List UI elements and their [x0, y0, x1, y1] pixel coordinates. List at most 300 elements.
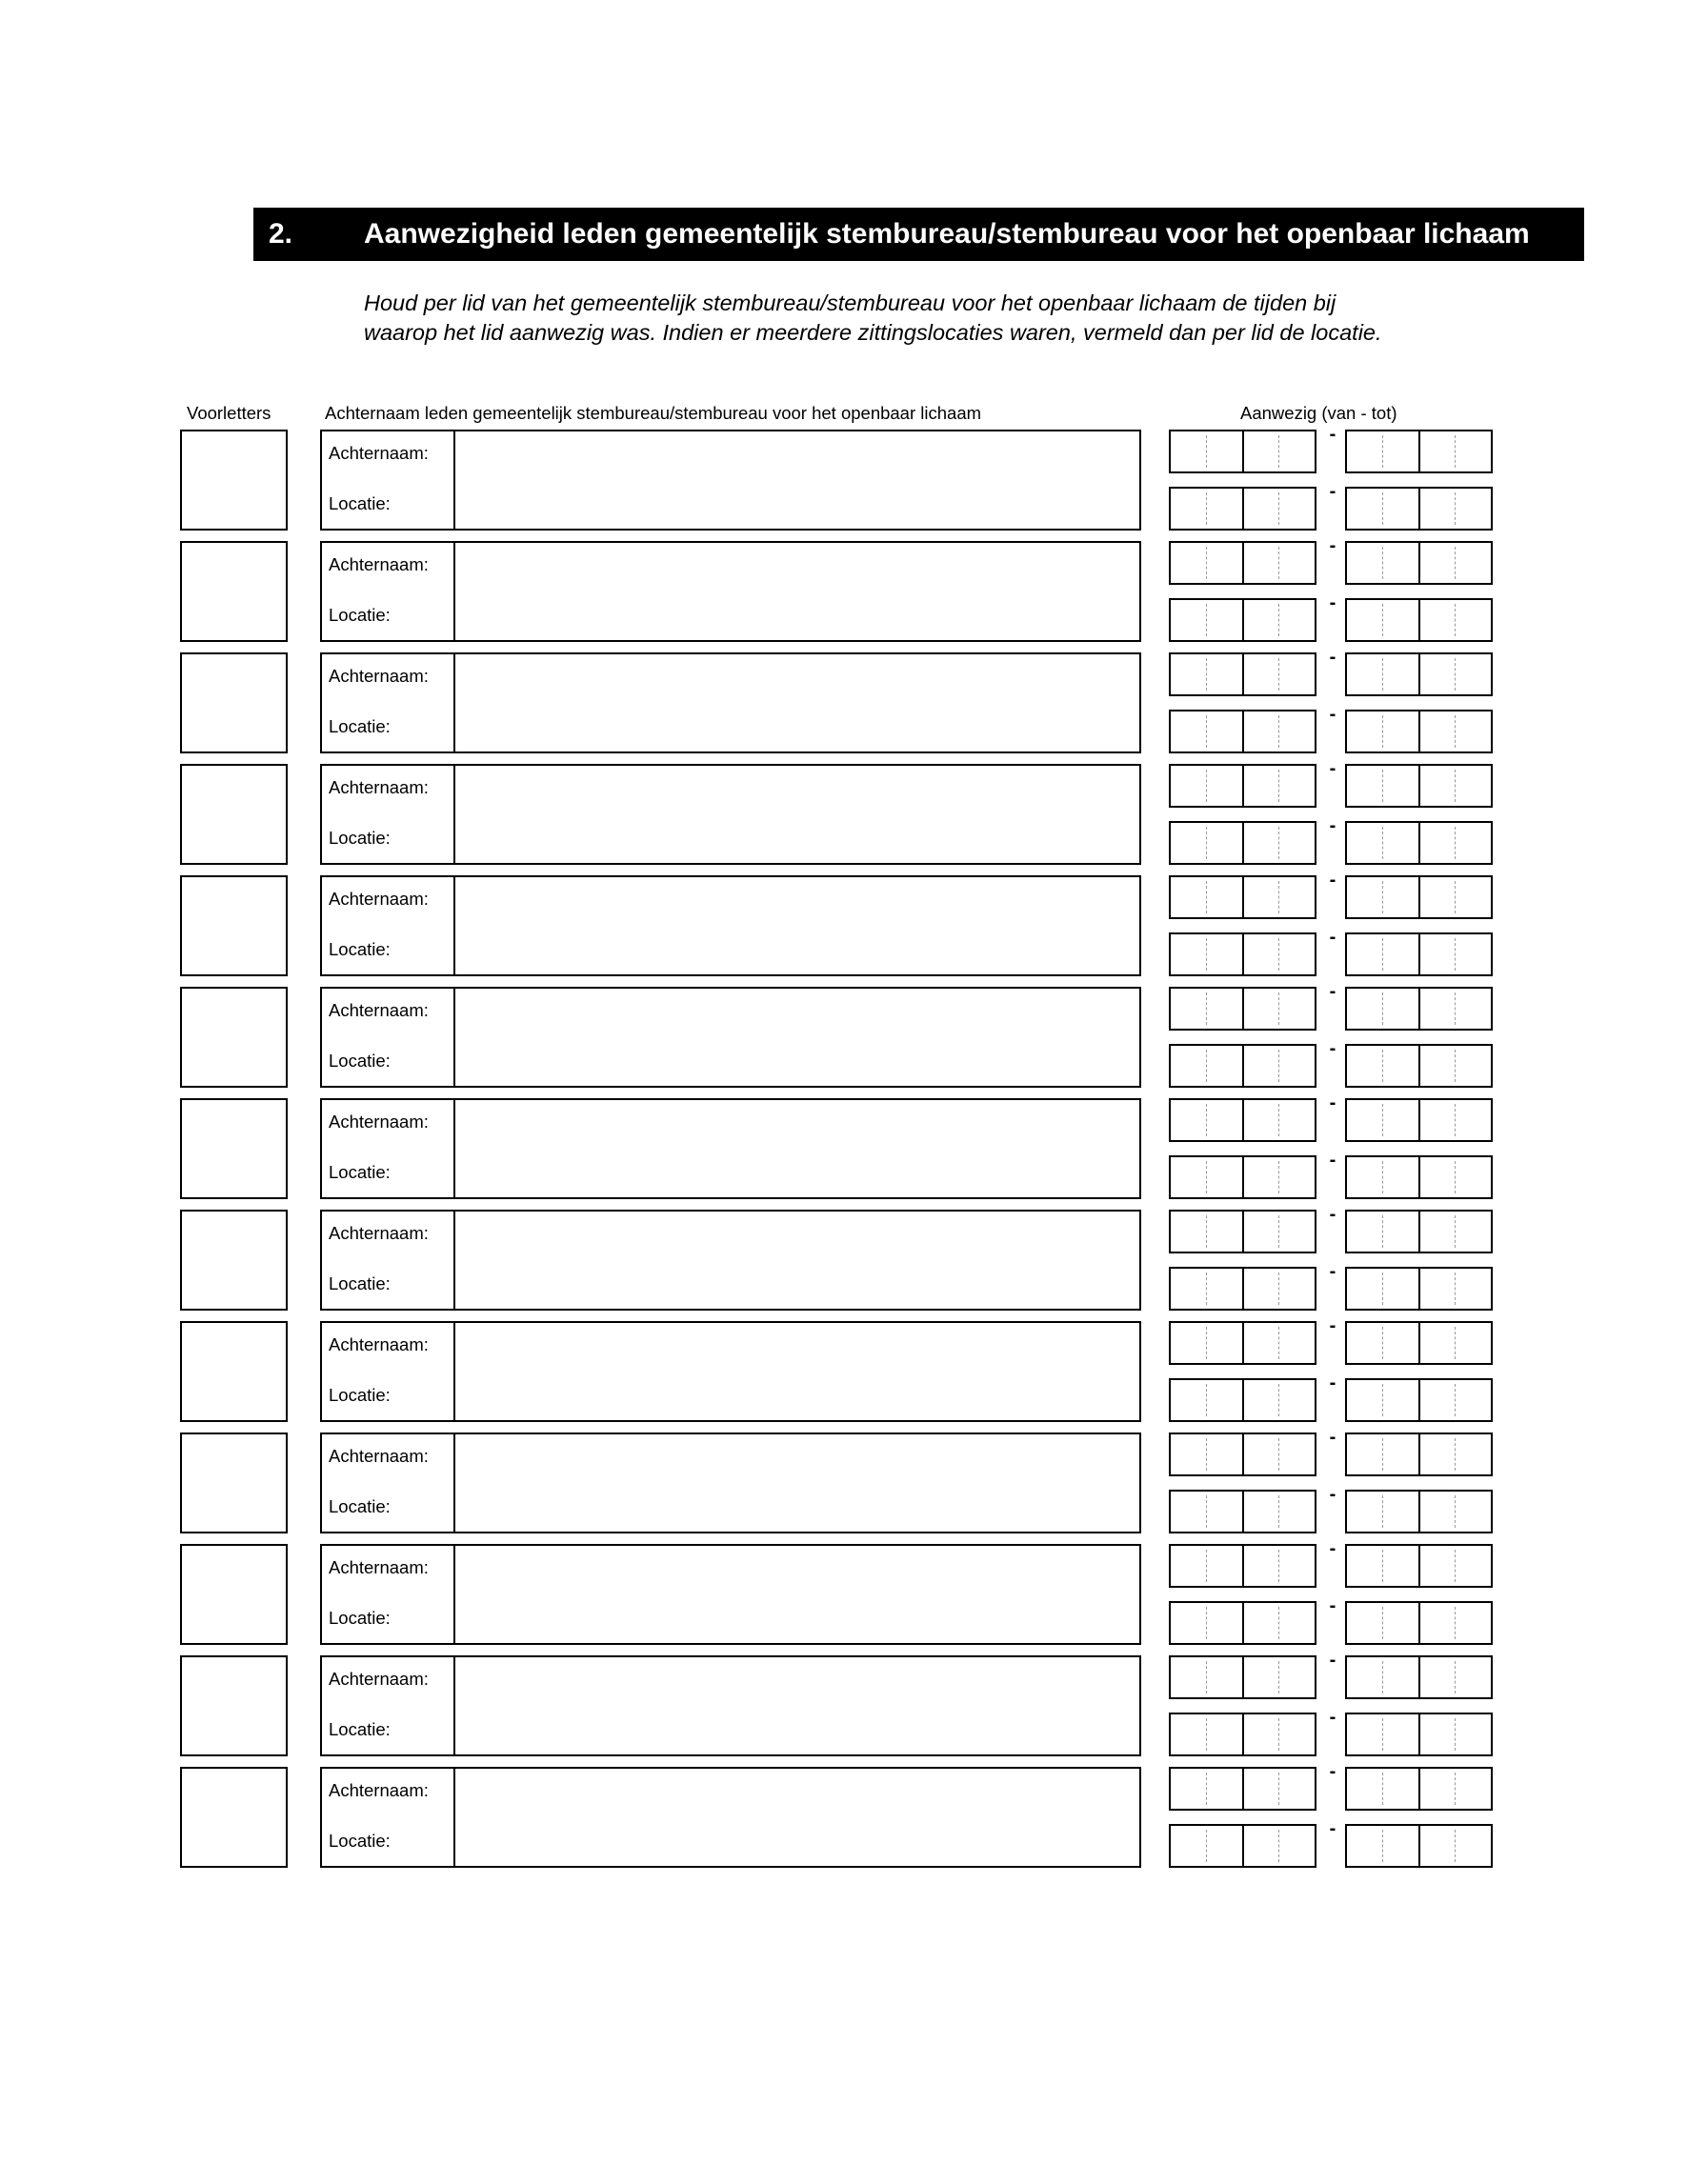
hour-minute-divider: [1242, 543, 1244, 583]
time-from-input[interactable]: [1169, 1490, 1316, 1533]
time-separator: -: [1329, 1373, 1336, 1393]
digit-guide: [1455, 1050, 1456, 1082]
hour-minute-divider: [1418, 1546, 1420, 1586]
digit-guide: [1455, 1830, 1456, 1862]
digit-guide: [1278, 715, 1279, 748]
time-from-input[interactable]: [1169, 1713, 1316, 1756]
time-to-input[interactable]: [1345, 710, 1493, 753]
time-to-input[interactable]: [1345, 1210, 1493, 1253]
digit-guide: [1278, 1661, 1279, 1693]
time-to-input[interactable]: [1345, 1601, 1493, 1645]
digit-guide: [1455, 604, 1456, 636]
hour-minute-divider: [1242, 1546, 1244, 1586]
time-from-input[interactable]: [1169, 764, 1316, 808]
digit-guide: [1206, 715, 1207, 748]
digit-guide: [1455, 1661, 1456, 1693]
time-separator: -: [1329, 815, 1336, 836]
initials-input[interactable]: [180, 1098, 288, 1199]
digit-guide: [1455, 1384, 1456, 1416]
hour-minute-divider: [1242, 1434, 1244, 1474]
location-label: Locatie:: [329, 1496, 391, 1516]
name-location-box: [320, 1321, 1141, 1422]
digit-guide: [1455, 1438, 1456, 1471]
time-separator: -: [1329, 535, 1336, 556]
digit-guide: [1382, 1215, 1383, 1248]
digit-guide: [1278, 1438, 1279, 1471]
time-from-input[interactable]: [1169, 1433, 1316, 1476]
digit-guide: [1382, 770, 1383, 802]
initials-input[interactable]: [180, 1655, 288, 1756]
time-to-input[interactable]: [1345, 1267, 1493, 1311]
hour-minute-divider: [1418, 1769, 1420, 1809]
surname-label: Achternaam:: [329, 1112, 429, 1132]
hour-minute-divider: [1418, 711, 1420, 751]
time-from-input[interactable]: [1169, 1824, 1316, 1868]
time-from-input[interactable]: [1169, 430, 1316, 473]
digit-guide: [1206, 1773, 1207, 1805]
hour-minute-divider: [1418, 1492, 1420, 1532]
time-from-input[interactable]: [1169, 987, 1316, 1031]
digit-guide: [1206, 1050, 1207, 1082]
location-label: Locatie:: [329, 1162, 391, 1182]
member-row: [0, 870, 1688, 979]
time-separator: -: [1329, 647, 1336, 668]
digit-guide: [1382, 547, 1383, 579]
time-from-input[interactable]: [1169, 598, 1316, 642]
time-from-input[interactable]: [1169, 1267, 1316, 1311]
location-label: Locatie:: [329, 939, 391, 959]
hour-minute-divider: [1242, 711, 1244, 751]
digit-guide: [1278, 492, 1279, 525]
time-to-input[interactable]: [1345, 764, 1493, 808]
time-separator: -: [1329, 1038, 1336, 1059]
digit-guide: [1206, 1384, 1207, 1416]
digit-guide: [1382, 658, 1383, 691]
time-range-1: [1169, 535, 1498, 585]
digit-guide: [1278, 604, 1279, 636]
time-from-input[interactable]: [1169, 1655, 1316, 1699]
location-label: Locatie:: [329, 716, 391, 736]
location-label: Locatie:: [329, 605, 391, 625]
time-to-input[interactable]: [1345, 598, 1493, 642]
time-separator: -: [1329, 981, 1336, 1002]
initials-input[interactable]: [180, 541, 288, 642]
digit-guide: [1455, 715, 1456, 748]
instructions-line-2: waarop het lid aanwezig was. Indien er meerdere zittingslocaties waren, vermeld dan per lid de locatie.: [364, 320, 1382, 345]
time-separator: -: [1329, 1092, 1336, 1113]
time-range-1: [1169, 424, 1498, 473]
time-to-input[interactable]: [1345, 1155, 1493, 1199]
hour-minute-divider: [1242, 1380, 1244, 1420]
field-divider: [453, 989, 455, 1086]
column-header-initials: Voorletters: [187, 403, 271, 423]
digit-guide: [1278, 1215, 1279, 1248]
hour-minute-divider: [1418, 1603, 1420, 1643]
surname-label: Achternaam:: [329, 889, 429, 909]
digit-guide: [1206, 881, 1207, 913]
field-divider: [453, 1212, 455, 1309]
time-range-2: [1169, 1150, 1498, 1199]
name-location-box: [320, 1098, 1141, 1199]
digit-guide: [1206, 1550, 1207, 1582]
time-to-input[interactable]: [1345, 1044, 1493, 1088]
location-label: Locatie:: [329, 1608, 391, 1628]
instructions: [364, 289, 1545, 348]
hour-minute-divider: [1418, 877, 1420, 917]
digit-guide: [1206, 1830, 1207, 1862]
digit-guide: [1206, 1607, 1207, 1639]
initials-input[interactable]: [180, 430, 288, 531]
digit-guide: [1382, 1384, 1383, 1416]
surname-label: Achternaam:: [329, 443, 429, 463]
time-range-1: [1169, 1315, 1498, 1365]
hour-minute-divider: [1242, 654, 1244, 694]
time-separator: -: [1329, 1261, 1336, 1282]
initials-input[interactable]: [180, 1767, 288, 1868]
digit-guide: [1206, 1661, 1207, 1693]
digit-guide: [1455, 827, 1456, 859]
initials-input[interactable]: [180, 652, 288, 753]
digit-guide: [1455, 1718, 1456, 1751]
field-divider: [453, 877, 455, 974]
time-from-input[interactable]: [1169, 1210, 1316, 1253]
digit-guide: [1382, 604, 1383, 636]
member-row: [0, 1650, 1688, 1759]
time-range-1: [1169, 1092, 1498, 1142]
hour-minute-divider: [1242, 1212, 1244, 1252]
digit-guide: [1278, 1830, 1279, 1862]
time-to-input[interactable]: [1345, 1490, 1493, 1533]
time-to-input[interactable]: [1345, 1321, 1493, 1365]
digit-guide: [1382, 1161, 1383, 1193]
time-separator: -: [1329, 870, 1336, 891]
location-label: Locatie:: [329, 1831, 391, 1851]
digit-guide: [1382, 1438, 1383, 1471]
time-to-input[interactable]: [1345, 821, 1493, 865]
digit-guide: [1382, 1272, 1383, 1305]
digit-guide: [1382, 1718, 1383, 1751]
hour-minute-divider: [1242, 1714, 1244, 1754]
digit-guide: [1206, 1161, 1207, 1193]
digit-guide: [1382, 1495, 1383, 1528]
digit-guide: [1206, 1495, 1207, 1528]
digit-guide: [1206, 992, 1207, 1025]
digit-guide: [1455, 770, 1456, 802]
time-to-input[interactable]: [1345, 541, 1493, 585]
digit-guide: [1278, 770, 1279, 802]
name-location-box: [320, 1655, 1141, 1756]
digit-guide: [1382, 881, 1383, 913]
time-range-2: [1169, 1038, 1498, 1088]
time-from-input[interactable]: [1169, 1321, 1316, 1365]
name-location-box: [320, 1544, 1141, 1645]
digit-guide: [1206, 1718, 1207, 1751]
hour-minute-divider: [1418, 543, 1420, 583]
time-to-input[interactable]: [1345, 652, 1493, 696]
time-separator: -: [1329, 758, 1336, 779]
hour-minute-divider: [1418, 654, 1420, 694]
digit-guide: [1206, 547, 1207, 579]
member-row: [0, 535, 1688, 645]
hour-minute-divider: [1242, 1603, 1244, 1643]
time-to-input[interactable]: [1345, 1433, 1493, 1476]
hour-minute-divider: [1418, 1657, 1420, 1697]
time-range-2: [1169, 481, 1498, 531]
digit-guide: [1382, 1830, 1383, 1862]
time-separator: -: [1329, 424, 1336, 445]
digit-guide: [1278, 1384, 1279, 1416]
hour-minute-divider: [1242, 1269, 1244, 1309]
time-separator: -: [1329, 1484, 1336, 1505]
digit-guide: [1206, 827, 1207, 859]
member-row: [0, 981, 1688, 1091]
section-title: Aanwezigheid leden gemeentelijk stembureau/stembureau voor het openbaar lichaam: [364, 218, 1530, 250]
hour-minute-divider: [1418, 989, 1420, 1029]
digit-guide: [1278, 547, 1279, 579]
time-range-2: [1169, 1373, 1498, 1422]
hour-minute-divider: [1418, 1157, 1420, 1197]
digit-guide: [1278, 658, 1279, 691]
hour-minute-divider: [1242, 1157, 1244, 1197]
time-to-input[interactable]: [1345, 430, 1493, 473]
digit-guide: [1455, 992, 1456, 1025]
time-to-input[interactable]: [1345, 1824, 1493, 1868]
digit-guide: [1455, 1272, 1456, 1305]
digit-guide: [1278, 881, 1279, 913]
time-range-2: [1169, 1707, 1498, 1756]
member-row: [0, 1204, 1688, 1313]
member-row: [0, 424, 1688, 533]
digit-guide: [1455, 1550, 1456, 1582]
digit-guide: [1206, 1438, 1207, 1471]
digit-guide: [1206, 770, 1207, 802]
digit-guide: [1382, 1607, 1383, 1639]
digit-guide: [1455, 1104, 1456, 1136]
time-separator: -: [1329, 1315, 1336, 1336]
surname-label: Achternaam:: [329, 1446, 429, 1466]
digit-guide: [1455, 492, 1456, 525]
name-location-box: [320, 430, 1141, 531]
digit-guide: [1206, 938, 1207, 971]
time-range-2: [1169, 1484, 1498, 1533]
initials-input[interactable]: [180, 987, 288, 1088]
digit-guide: [1206, 1327, 1207, 1359]
digit-guide: [1382, 827, 1383, 859]
time-range-2: [1169, 815, 1498, 865]
field-divider: [453, 1434, 455, 1532]
time-from-input[interactable]: [1169, 541, 1316, 585]
name-location-box: [320, 541, 1141, 642]
time-separator: -: [1329, 1761, 1336, 1782]
digit-guide: [1382, 1050, 1383, 1082]
time-range-2: [1169, 1818, 1498, 1868]
surname-label: Achternaam:: [329, 554, 429, 574]
digit-guide: [1278, 1607, 1279, 1639]
hour-minute-divider: [1242, 1826, 1244, 1866]
time-separator: -: [1329, 1707, 1336, 1728]
initials-input[interactable]: [180, 1321, 288, 1422]
initials-input[interactable]: [180, 1433, 288, 1533]
hour-minute-divider: [1242, 934, 1244, 974]
digit-guide: [1455, 1327, 1456, 1359]
digit-guide: [1206, 1104, 1207, 1136]
time-range-1: [1169, 1538, 1498, 1588]
column-header-surname: Achternaam leden gemeentelijk stembureau/stembureau voor het openbaar lichaam: [325, 403, 982, 423]
hour-minute-divider: [1242, 1657, 1244, 1697]
hour-minute-divider: [1242, 1046, 1244, 1086]
time-from-input[interactable]: [1169, 487, 1316, 531]
time-to-input[interactable]: [1345, 1544, 1493, 1588]
time-from-input[interactable]: [1169, 1767, 1316, 1811]
hour-minute-divider: [1418, 823, 1420, 863]
hour-minute-divider: [1242, 989, 1244, 1029]
time-separator: -: [1329, 927, 1336, 948]
digit-guide: [1382, 1104, 1383, 1136]
initials-input[interactable]: [180, 875, 288, 976]
digit-guide: [1278, 435, 1279, 468]
time-from-input[interactable]: [1169, 1378, 1316, 1422]
initials-input[interactable]: [180, 764, 288, 865]
digit-guide: [1382, 1550, 1383, 1582]
digit-guide: [1278, 1104, 1279, 1136]
digit-guide: [1278, 1050, 1279, 1082]
digit-guide: [1278, 1272, 1279, 1305]
hour-minute-divider: [1418, 489, 1420, 529]
name-location-box: [320, 1767, 1141, 1868]
member-row: [0, 1538, 1688, 1648]
digit-guide: [1455, 547, 1456, 579]
time-from-input[interactable]: [1169, 1544, 1316, 1588]
surname-label: Achternaam:: [329, 1334, 429, 1354]
hour-minute-divider: [1418, 600, 1420, 640]
member-row: [0, 1761, 1688, 1871]
hour-minute-divider: [1418, 1046, 1420, 1086]
digit-guide: [1278, 938, 1279, 971]
member-row: [0, 647, 1688, 756]
time-from-input[interactable]: [1169, 932, 1316, 976]
initials-input[interactable]: [180, 1544, 288, 1645]
time-to-input[interactable]: [1345, 1655, 1493, 1699]
hour-minute-divider: [1242, 1492, 1244, 1532]
instructions-line-1: Houd per lid van het gemeentelijk stembureau/stembureau voor het openbaar lichaam de tijden bij: [364, 291, 1336, 315]
hour-minute-divider: [1242, 1100, 1244, 1140]
time-to-input[interactable]: [1345, 1378, 1493, 1422]
surname-label: Achternaam:: [329, 1669, 429, 1689]
field-divider: [453, 1546, 455, 1643]
digit-guide: [1206, 1215, 1207, 1248]
time-to-input[interactable]: [1345, 932, 1493, 976]
column-header-present: Aanwezig (van - tot): [1240, 403, 1397, 423]
location-label: Locatie:: [329, 828, 391, 848]
digit-guide: [1206, 658, 1207, 691]
name-location-box: [320, 764, 1141, 865]
time-range-2: [1169, 592, 1498, 642]
time-separator: -: [1329, 481, 1336, 502]
time-separator: -: [1329, 1818, 1336, 1839]
time-range-1: [1169, 870, 1498, 919]
hour-minute-divider: [1418, 1269, 1420, 1309]
digit-guide: [1455, 1161, 1456, 1193]
time-separator: -: [1329, 1427, 1336, 1448]
digit-guide: [1278, 1718, 1279, 1751]
digit-guide: [1382, 1661, 1383, 1693]
time-to-input[interactable]: [1345, 987, 1493, 1031]
time-separator: -: [1329, 704, 1336, 725]
field-divider: [453, 654, 455, 751]
hour-minute-divider: [1242, 431, 1244, 471]
section-number: 2.: [269, 218, 293, 250]
time-to-input[interactable]: [1345, 487, 1493, 531]
time-to-input[interactable]: [1345, 875, 1493, 919]
time-range-2: [1169, 927, 1498, 976]
time-from-input[interactable]: [1169, 1155, 1316, 1199]
member-row: [0, 758, 1688, 868]
time-separator: -: [1329, 1650, 1336, 1671]
digit-guide: [1382, 1773, 1383, 1805]
digit-guide: [1382, 715, 1383, 748]
initials-input[interactable]: [180, 1210, 288, 1311]
digit-guide: [1382, 492, 1383, 525]
digit-guide: [1278, 1495, 1279, 1528]
field-divider: [453, 1769, 455, 1866]
digit-guide: [1206, 435, 1207, 468]
name-location-box: [320, 1433, 1141, 1533]
time-from-input[interactable]: [1169, 821, 1316, 865]
hour-minute-divider: [1242, 766, 1244, 806]
digit-guide: [1455, 435, 1456, 468]
time-from-input[interactable]: [1169, 1044, 1316, 1088]
time-range-1: [1169, 1204, 1498, 1253]
digit-guide: [1455, 1773, 1456, 1805]
time-from-input[interactable]: [1169, 1098, 1316, 1142]
time-separator: -: [1329, 1204, 1336, 1225]
hour-minute-divider: [1418, 1380, 1420, 1420]
time-range-1: [1169, 1427, 1498, 1476]
hour-minute-divider: [1418, 1826, 1420, 1866]
time-range-1: [1169, 981, 1498, 1031]
digit-guide: [1455, 658, 1456, 691]
digit-guide: [1278, 1161, 1279, 1193]
digit-guide: [1278, 1327, 1279, 1359]
time-from-input[interactable]: [1169, 1601, 1316, 1645]
name-location-box: [320, 875, 1141, 976]
digit-guide: [1278, 1550, 1279, 1582]
time-from-input[interactable]: [1169, 652, 1316, 696]
digit-guide: [1382, 938, 1383, 971]
time-to-input[interactable]: [1345, 1098, 1493, 1142]
location-label: Locatie:: [329, 493, 391, 513]
hour-minute-divider: [1242, 877, 1244, 917]
section-header: [253, 208, 1584, 261]
hour-minute-divider: [1418, 1434, 1420, 1474]
time-to-input[interactable]: [1345, 1713, 1493, 1756]
hour-minute-divider: [1418, 766, 1420, 806]
time-range-2: [1169, 704, 1498, 753]
field-divider: [453, 1100, 455, 1197]
digit-guide: [1455, 881, 1456, 913]
name-location-box: [320, 1210, 1141, 1311]
surname-label: Achternaam:: [329, 1557, 429, 1577]
hour-minute-divider: [1242, 489, 1244, 529]
hour-minute-divider: [1418, 1714, 1420, 1754]
hour-minute-divider: [1242, 823, 1244, 863]
time-to-input[interactable]: [1345, 1767, 1493, 1811]
time-range-2: [1169, 1261, 1498, 1311]
time-from-input[interactable]: [1169, 875, 1316, 919]
time-from-input[interactable]: [1169, 710, 1316, 753]
field-divider: [453, 1657, 455, 1754]
digit-guide: [1382, 1327, 1383, 1359]
